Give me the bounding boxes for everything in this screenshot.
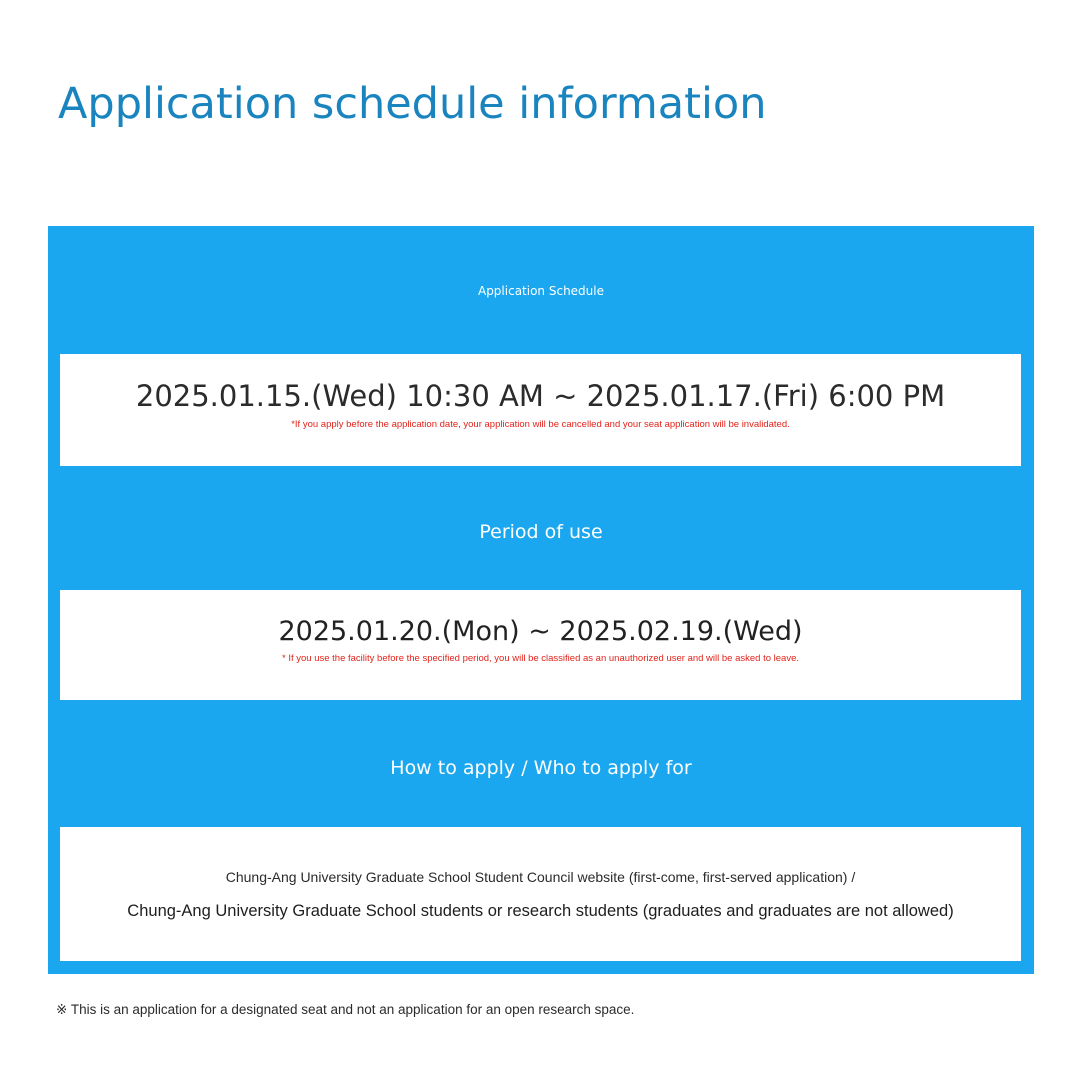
- application-warning: *If you apply before the application date, your application will be cancelled and your seat application will be invalidated.: [291, 419, 790, 430]
- application-date-range: 2025.01.15.(Wed) 10:30 AM ~ 2025.01.17.(Fri) 6:00 PM: [135, 379, 946, 413]
- period-date-range: 2025.01.20.(Mon) ~ 2025.02.19.(Wed): [278, 616, 803, 647]
- application-schedule-heading: Application Schedule: [477, 284, 604, 298]
- page-title: Application schedule information: [58, 79, 767, 129]
- apply-method-text: Chung-Ang University Graduate School Student Council website (first-come, first-served application) /: [225, 869, 856, 885]
- eligibility-text: Chung-Ang University Graduate School students or research students (graduates and graduates are not allowed): [127, 902, 954, 920]
- footnote: ※ This is an application for a designated seat and not an application for an open research space.: [56, 1002, 635, 1017]
- period-of-use-heading: Period of use: [479, 521, 603, 543]
- period-of-use-box: [60, 590, 1021, 700]
- how-to-apply-box: [60, 827, 1021, 961]
- schedule-panel: [48, 226, 1034, 974]
- how-to-apply-heading: How to apply / Who to apply for: [390, 757, 692, 779]
- period-warning: * If you use the facility before the specified period, you will be classified as an unauthorized user and will be asked to leave.: [282, 653, 799, 664]
- application-schedule-box: [60, 354, 1021, 466]
